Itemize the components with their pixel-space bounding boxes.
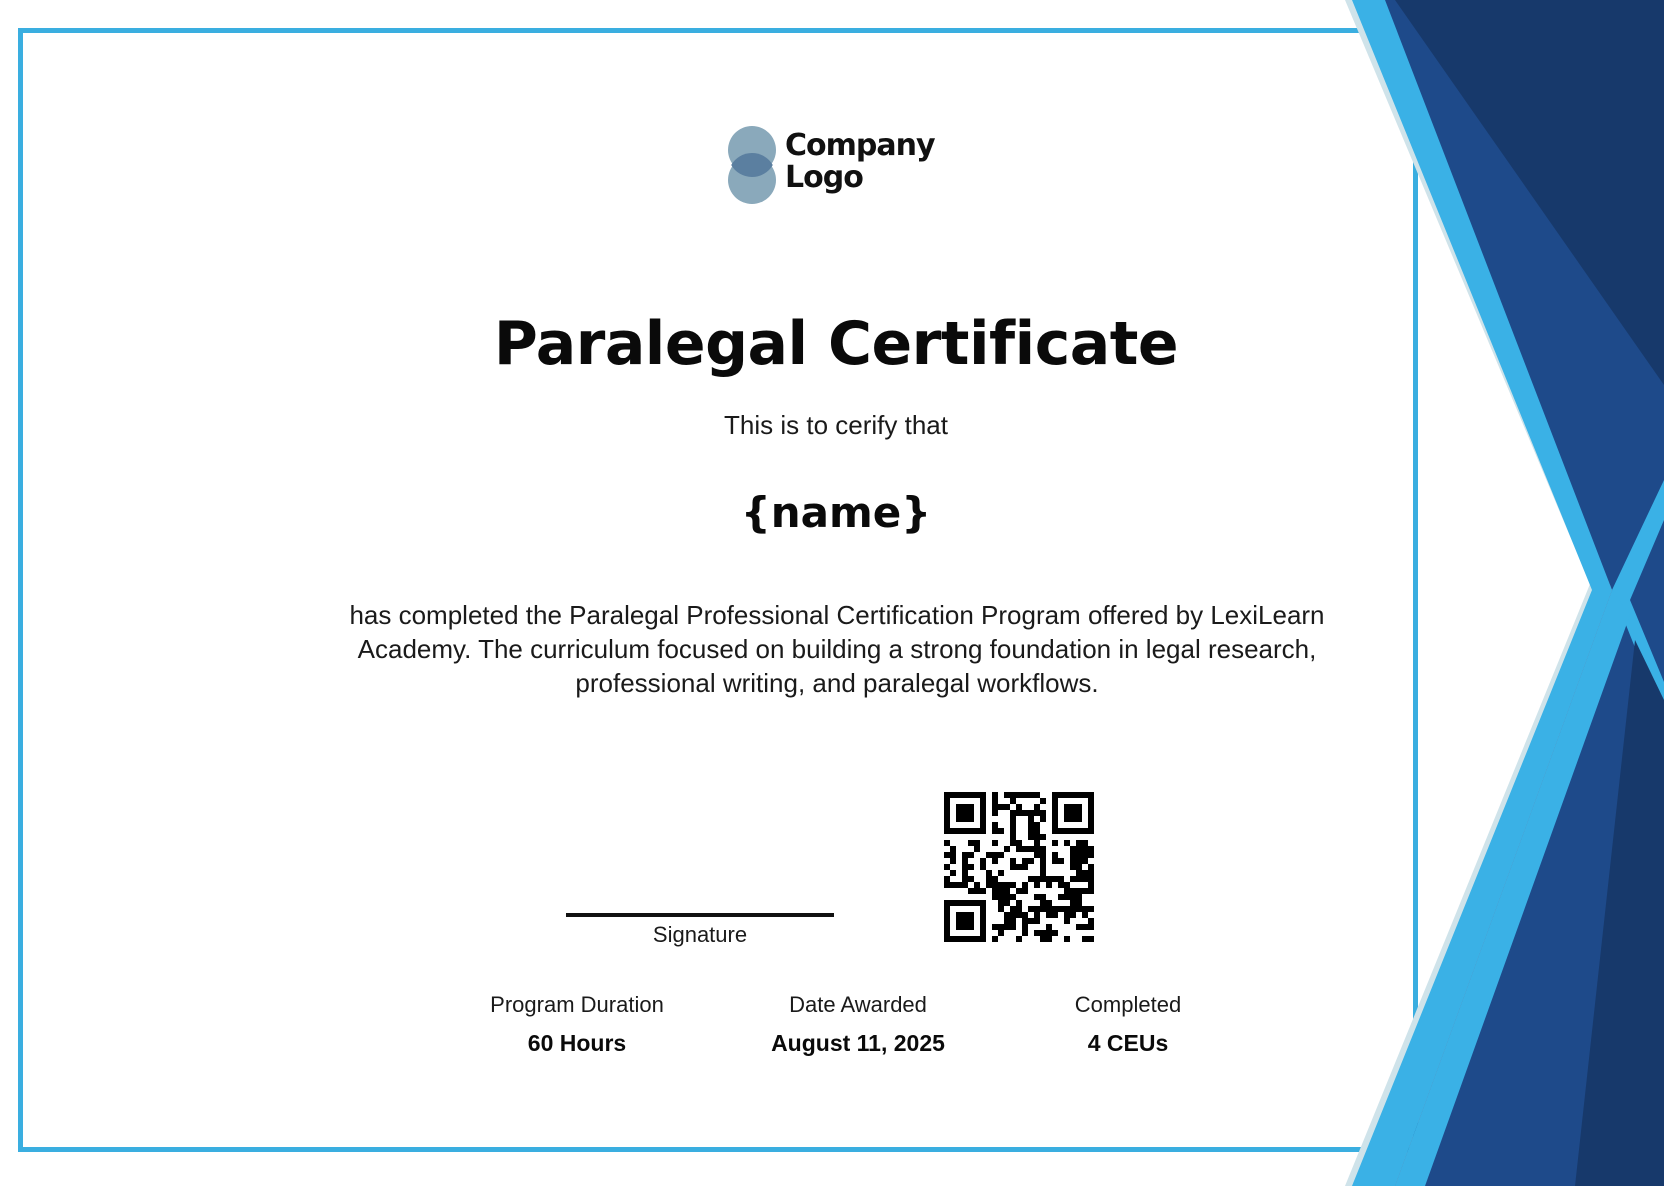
logo-text-line2: Logo (785, 160, 863, 195)
stat-program-duration (447, 990, 707, 1058)
signature-label: Signature (652, 922, 748, 947)
logo-text-line1: Company (785, 128, 935, 163)
recipient-name: {name} (740, 488, 932, 537)
certificate-description: has completed the Paralegal Professional Certification Program offered by LexiLearn Academy. The curriculum focused on building a strong foundation in legal research, professional writing, and paralegal workflows. (349, 600, 1325, 698)
stat-value: August 11, 2025 (771, 1030, 945, 1056)
certificate-title: Paralegal Certificate (493, 309, 1179, 379)
stat-completed (998, 990, 1258, 1058)
logo-text (785, 130, 935, 194)
stat-date-awarded (728, 990, 988, 1058)
signature-line (566, 913, 834, 917)
stat-label: Program Duration (490, 992, 664, 1017)
stat-label: Completed (1074, 992, 1182, 1017)
company-logo (727, 126, 935, 206)
stat-label: Date Awarded (789, 992, 927, 1017)
qr-code-icon (944, 792, 1094, 942)
stat-value: 60 Hours (527, 1030, 627, 1056)
logo-circles-icon (727, 126, 783, 204)
certify-text: This is to cerify that (724, 410, 948, 440)
stat-value: 4 CEUs (1087, 1030, 1169, 1056)
